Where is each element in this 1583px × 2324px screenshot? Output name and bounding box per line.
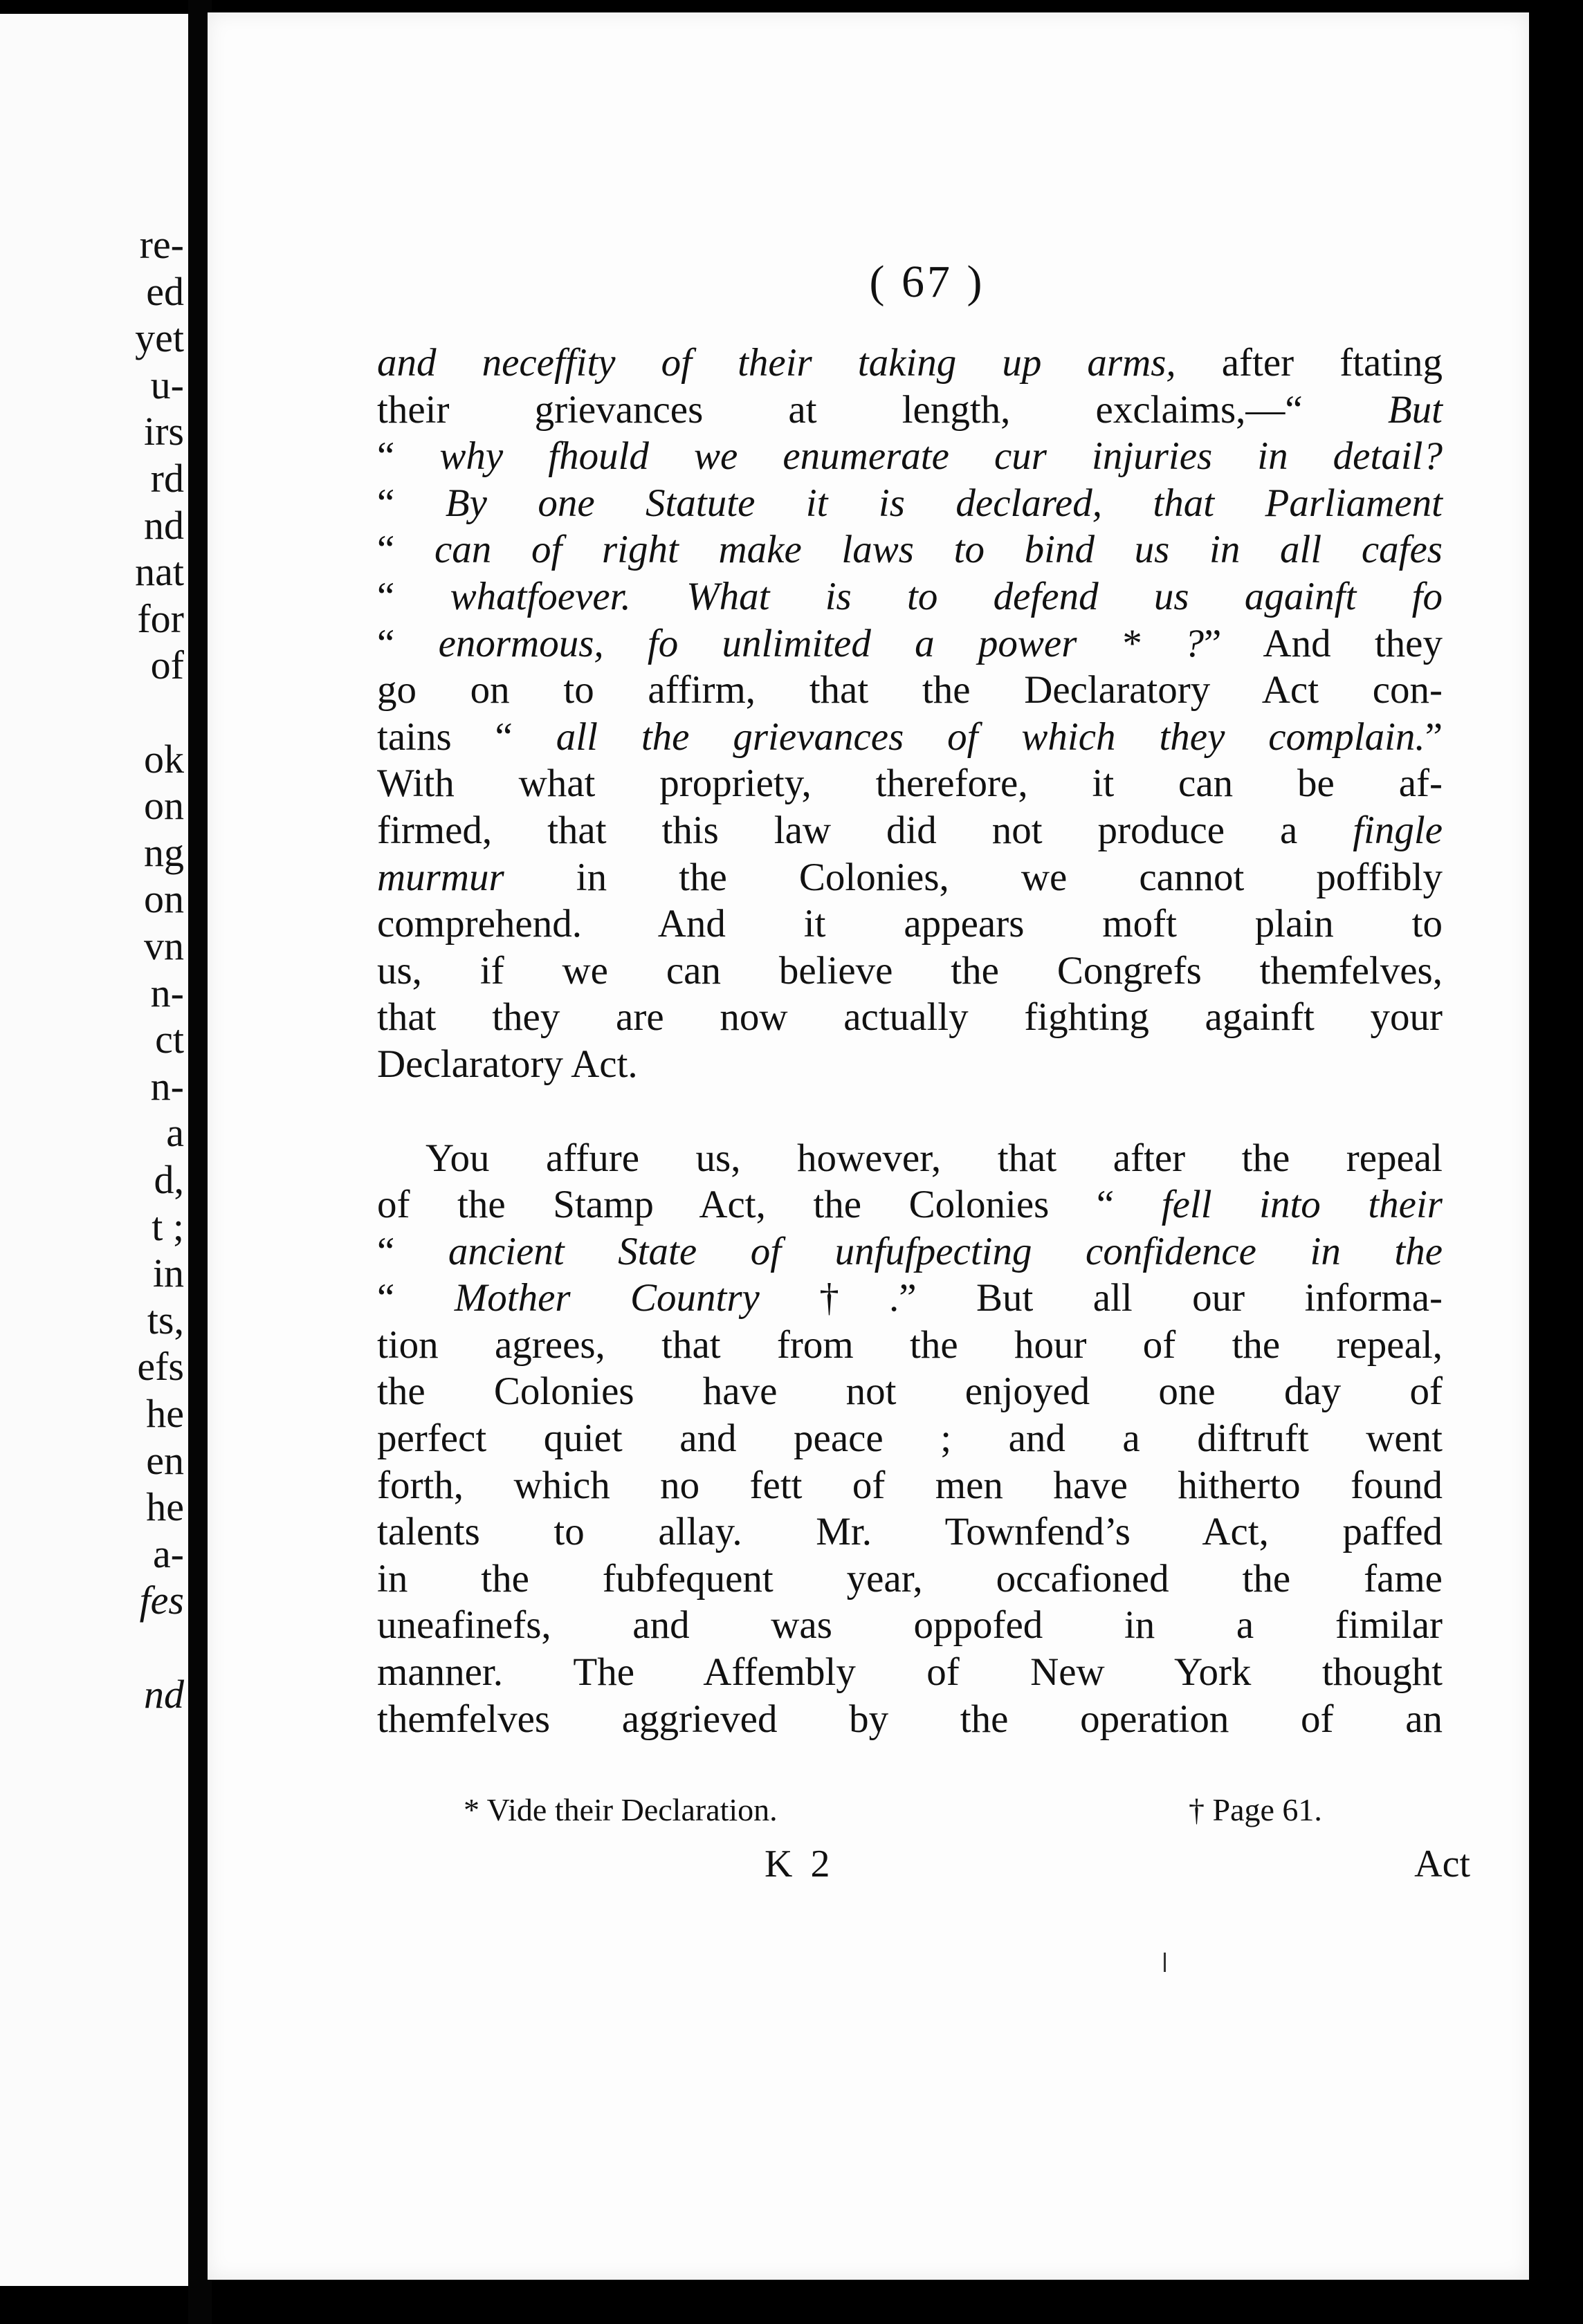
left-page-fragment-text: irs — [144, 409, 184, 454]
paragraph-break — [377, 1088, 1443, 1135]
italic-text: fell into their — [1161, 1183, 1443, 1227]
roman-text: ” — [1425, 714, 1443, 759]
roman-text: themfelves aggrieved by the operation of an — [377, 1697, 1443, 1741]
text-line — [377, 1228, 1443, 1275]
left-page-fragment-text: rd — [150, 456, 184, 501]
left-page-fragment-text: a — [166, 1110, 184, 1156]
italic-text: fingle — [1353, 808, 1443, 852]
italic-text: enormous, fo unlimited a power * ? — [438, 621, 1204, 665]
roman-text: firmed, that this law did not produce a — [377, 808, 1353, 852]
roman-text: tains “ — [377, 714, 556, 759]
text-line — [377, 1649, 1443, 1696]
left-page-fragment-text: on — [144, 876, 184, 922]
italic-text: why fhould we enumerate cur injuries in detail? — [439, 434, 1443, 479]
left-page-fragment-text: n- — [150, 970, 184, 1015]
roman-text: Declaratory Act. — [377, 1042, 638, 1086]
roman-text: after ftating — [1175, 341, 1443, 385]
left-page-fragment-text: ts, — [147, 1297, 184, 1343]
body-text — [377, 340, 1443, 1742]
text-line — [377, 901, 1443, 948]
roman-text: “ — [377, 1229, 448, 1273]
left-page-fragment-text: vn — [144, 923, 184, 968]
roman-text: With what propriety, therefore, it can be af- — [377, 762, 1443, 806]
roman-text: “ — [377, 1276, 455, 1320]
text-line — [377, 1135, 1443, 1182]
text-line — [377, 807, 1443, 854]
text-line — [377, 433, 1443, 480]
left-page-fragment-text: u- — [150, 362, 184, 407]
roman-text: us, if we can believe the Congrefs themfelves, — [377, 948, 1443, 993]
left-page-fragment-text: for — [137, 596, 184, 641]
left-page-fragment-text: t ; — [152, 1204, 184, 1249]
left-page-fragment-text: in — [152, 1251, 184, 1296]
text-line — [377, 994, 1443, 1041]
roman-text: “ — [377, 528, 434, 572]
roman-text: You affure us, however, that after the repeal — [426, 1136, 1443, 1180]
text-line — [377, 340, 1443, 387]
signature-mark: K 2 — [765, 1843, 834, 1885]
left-page-fragment-text: re- — [139, 222, 184, 267]
text-line — [377, 1275, 1443, 1322]
page-number-header: ( 67 ) — [869, 257, 985, 307]
text-line — [377, 948, 1443, 995]
left-page-fragment-text: ng — [144, 829, 184, 875]
roman-text: “ — [377, 434, 440, 479]
italic-text: Mother Country — [454, 1276, 760, 1320]
text-line — [377, 1041, 1443, 1088]
roman-text: “ — [377, 481, 446, 525]
text-line — [377, 1602, 1443, 1649]
right-page — [208, 12, 1529, 2280]
left-page-fragment-text: fes — [139, 1578, 184, 1623]
text-line — [377, 526, 1443, 573]
text-line — [377, 1368, 1443, 1415]
left-page-fragment-text: a- — [152, 1531, 184, 1576]
roman-text: tion agrees, that from the hour of the repeal, — [377, 1322, 1443, 1367]
roman-text: their grievances at length, exclaims,—“ — [377, 387, 1388, 432]
left-page-fragment-text: n- — [150, 1063, 184, 1109]
italic-text: ancient State of unfufpecting confidence in the — [448, 1229, 1443, 1273]
italic-text: and neceffity of their taking up arms, — [377, 341, 1176, 385]
left-page-fragment-text: en — [146, 1437, 184, 1483]
italic-text: murmur — [377, 855, 504, 899]
roman-text: ” And they — [1203, 621, 1443, 665]
paper-mark — [1164, 1953, 1166, 1972]
text-line — [377, 1462, 1443, 1509]
left-page-fragment-text: yet — [135, 315, 184, 361]
left-page-fragment-text: of — [150, 643, 184, 688]
left-page-fragment — [0, 14, 188, 2286]
italic-text: all the grievances of which they complain. — [556, 714, 1425, 759]
text-line — [377, 480, 1443, 527]
left-page-fragment-text: on — [144, 783, 184, 829]
left-page-fragment-text: nd — [144, 1671, 184, 1717]
text-line — [377, 760, 1443, 807]
left-page-fragment-text: ct — [155, 1017, 184, 1062]
left-page-fragment-text: he — [146, 1484, 184, 1530]
roman-text: perfect quiet and peace ; and a diftruft went — [377, 1417, 1443, 1461]
left-page-fragment-text: nat — [135, 549, 184, 595]
roman-text: uneafinefs, and was oppofed in a fimilar — [377, 1603, 1443, 1648]
text-line — [377, 620, 1443, 667]
roman-text: talents to allay. Mr. Townfend’s Act, paffed — [377, 1510, 1443, 1554]
footnote-page-ref: † Page 61. — [1189, 1792, 1322, 1827]
text-line — [377, 1509, 1443, 1556]
roman-text: that they are now actually fighting againft your — [377, 995, 1443, 1040]
roman-text: of the Stamp Act, the Colonies “ — [377, 1183, 1162, 1227]
italic-text: can of right make laws to bind us in all cafes — [434, 528, 1443, 572]
roman-text: “ — [377, 574, 450, 618]
text-line — [377, 1415, 1443, 1462]
text-line — [377, 714, 1443, 761]
left-page-fragment-text: nd — [144, 502, 184, 548]
text-line — [377, 1181, 1443, 1228]
roman-text: go on to affirm, that the Declaratory Act con- — [377, 668, 1443, 712]
catchword: Act — [1414, 1843, 1470, 1885]
roman-text: comprehend. And it appears moft plain to — [377, 902, 1443, 946]
text-line — [377, 1696, 1443, 1743]
italic-text: But — [1387, 387, 1443, 432]
roman-text: forth, which no fett of men have hitherto found — [377, 1463, 1443, 1507]
left-page-fragment-text: ok — [144, 736, 184, 782]
text-line — [377, 667, 1443, 714]
roman-text: manner. The Affembly of New York thought — [377, 1650, 1443, 1695]
left-page-fragment-text: efs — [137, 1344, 184, 1390]
text-line — [377, 854, 1443, 901]
italic-text: whatfoever. What is to defend us againft fo — [450, 574, 1443, 618]
roman-text: in the Colonies, we cannot poffibly — [504, 855, 1443, 899]
text-line — [377, 573, 1443, 620]
italic-text: By one Statute it is declared, that Parliament — [445, 481, 1443, 525]
left-page-fragment-text: d, — [154, 1157, 184, 1202]
roman-text: “ — [377, 621, 439, 665]
left-page-fragment-text: ed — [146, 268, 184, 314]
roman-text: in the fubfequent year, occafioned the fame — [377, 1556, 1443, 1601]
left-page-fragment-text: he — [146, 1391, 184, 1436]
roman-text: †.” But all our informa- — [759, 1276, 1443, 1320]
roman-text: the Colonies have not enjoyed one day of — [377, 1370, 1443, 1414]
text-line — [377, 1322, 1443, 1369]
footnote-declaration: * Vide their Declaration. — [464, 1792, 778, 1827]
text-line — [377, 1556, 1443, 1603]
text-line — [377, 387, 1443, 434]
